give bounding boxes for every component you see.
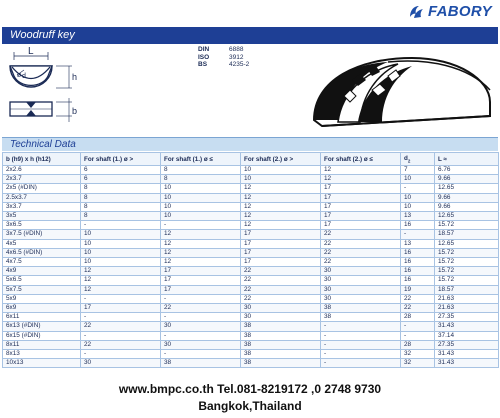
table-cell: 30 <box>81 359 161 368</box>
standard-row <box>198 54 269 62</box>
page-title: Woodruff key <box>2 27 498 44</box>
header-shaft1-max: For shaft (1.) ø ≤ <box>161 153 241 166</box>
table-cell: - <box>321 359 401 368</box>
woodruff-key-illustration <box>308 50 494 128</box>
table-cell: 6x15 (#DIN) <box>3 331 81 340</box>
key-dimension-drawing <box>4 46 84 132</box>
table-row <box>3 248 499 257</box>
table-cell: 12 <box>81 285 161 294</box>
table-row <box>3 230 499 239</box>
table-cell: 32 <box>401 350 435 359</box>
table-cell: 12 <box>81 267 161 276</box>
table-cell: 4x6.5 (#DIN) <box>3 248 81 257</box>
table-row <box>3 212 499 221</box>
table-row <box>3 350 499 359</box>
table-cell: 38 <box>321 313 401 322</box>
table-cell: 10 <box>161 184 241 193</box>
header-d-label: d <box>404 154 408 162</box>
table-cell: 13 <box>401 212 435 221</box>
table-cell: 30 <box>321 267 401 276</box>
table-cell: 4x9 <box>3 267 81 276</box>
table-cell: - <box>401 331 435 340</box>
table-cell: 5x7.5 <box>3 285 81 294</box>
table-cell: 16 <box>401 258 435 267</box>
label-b: b <box>72 106 78 116</box>
table-cell: 10 <box>81 239 161 248</box>
table-row <box>3 202 499 211</box>
table-cell: - <box>161 294 241 303</box>
table-header-row <box>3 153 499 166</box>
table-cell: 8x11 <box>3 340 81 349</box>
table-row <box>3 340 499 349</box>
table-cell: 4x7.5 <box>3 258 81 267</box>
header-shaft1-min: For shaft (1.) ø > <box>81 153 161 166</box>
table-cell: 22 <box>81 340 161 349</box>
table-cell: 31.43 <box>435 359 499 368</box>
table-cell: 22 <box>321 248 401 257</box>
table-cell: 17 <box>241 248 321 257</box>
standards-list <box>198 46 269 69</box>
table-cell: 16 <box>401 267 435 276</box>
table-cell: 22 <box>321 239 401 248</box>
table-cell: - <box>321 350 401 359</box>
table-cell: 28 <box>401 340 435 349</box>
table-cell: 10 <box>161 212 241 221</box>
technical-data-heading: Technical Data <box>2 137 498 151</box>
table-cell: 17 <box>241 230 321 239</box>
table-row <box>3 276 499 285</box>
header-length: L ≈ <box>435 153 499 166</box>
table-cell: 38 <box>321 304 401 313</box>
table-cell: 6 <box>81 166 161 175</box>
table-cell: 4x5 <box>3 239 81 248</box>
label-d: d <box>22 73 26 80</box>
table-cell: 3x3.7 <box>3 202 81 211</box>
table-cell: 38 <box>241 340 321 349</box>
table-cell: - <box>161 313 241 322</box>
table-cell: 31.43 <box>435 322 499 331</box>
table-cell: 12 <box>321 166 401 175</box>
table-cell: 15.72 <box>435 258 499 267</box>
table-cell: 38 <box>241 322 321 331</box>
standard-row <box>198 61 269 69</box>
table-cell: - <box>401 184 435 193</box>
table-cell: 12.65 <box>435 239 499 248</box>
table-row <box>3 221 499 230</box>
table-cell: 17 <box>321 202 401 211</box>
table-cell: - <box>321 331 401 340</box>
standard-name: DIN <box>198 46 210 53</box>
table-cell: 9.66 <box>435 193 499 202</box>
table-cell: 30 <box>241 313 321 322</box>
table-cell: 27.35 <box>435 313 499 322</box>
technical-data-table <box>2 152 499 368</box>
table-cell: 6x9 <box>3 304 81 313</box>
table-cell: 2x3.7 <box>3 175 81 184</box>
table-cell: 10 <box>81 230 161 239</box>
table-cell: 38 <box>241 331 321 340</box>
footer-contact: www.bmpc.co.th Tel.081-8219172 ,0 2748 9730 <box>118 382 382 396</box>
table-cell: 38 <box>241 350 321 359</box>
table-cell: 5x9 <box>3 294 81 303</box>
table-row <box>3 175 499 184</box>
table-cell: 17 <box>161 267 241 276</box>
table-cell: 10 <box>401 202 435 211</box>
table-cell: 8 <box>81 202 161 211</box>
table-cell: 30 <box>241 304 321 313</box>
table-cell: 37.14 <box>435 331 499 340</box>
table-cell: 15.72 <box>435 276 499 285</box>
table-row <box>3 331 499 340</box>
table-cell: 9.66 <box>435 202 499 211</box>
table-cell: 21.63 <box>435 294 499 303</box>
table-cell: 22 <box>401 294 435 303</box>
table-cell: - <box>81 313 161 322</box>
brand-name: FABORY <box>427 2 492 20</box>
table-cell: 12 <box>241 193 321 202</box>
table-cell: 8x13 <box>3 350 81 359</box>
table-row <box>3 313 499 322</box>
standard-name: ISO <box>198 53 210 61</box>
header-d-subscript: 2 <box>407 158 411 164</box>
footer-location: Bangkok,Thailand <box>198 399 302 413</box>
table-cell: 10 <box>401 175 435 184</box>
table-cell: 15.72 <box>435 248 499 257</box>
table-cell: 8 <box>161 175 241 184</box>
table-cell: 12.65 <box>435 184 499 193</box>
table-cell: 10 <box>81 258 161 267</box>
table-cell: 12 <box>161 239 241 248</box>
table-cell: 10 <box>161 202 241 211</box>
table-cell: - <box>401 322 435 331</box>
table-cell: 10 <box>161 193 241 202</box>
table-cell: 17 <box>321 221 401 230</box>
table-cell: 17 <box>321 193 401 202</box>
standard-value: 6888 <box>229 46 244 53</box>
table-cell: 30 <box>321 285 401 294</box>
table-cell: 12 <box>241 212 321 221</box>
table-cell: 3x6.5 <box>3 221 81 230</box>
table-cell: 18.57 <box>435 285 499 294</box>
table-cell: 12 <box>161 258 241 267</box>
header-size: b (h9) x h (h12) <box>3 153 81 166</box>
table-row <box>3 258 499 267</box>
table-cell: 12 <box>241 202 321 211</box>
table-cell: 13 <box>401 239 435 248</box>
table-cell: 10 <box>241 175 321 184</box>
table-cell: 6x13 (#DIN) <box>3 322 81 331</box>
table-cell: 27.35 <box>435 340 499 349</box>
table-cell: - <box>401 230 435 239</box>
table-cell: 22 <box>81 322 161 331</box>
table-cell: 17 <box>321 184 401 193</box>
standard-row <box>198 46 269 54</box>
table-cell: 8 <box>81 184 161 193</box>
table-cell: 10 <box>401 193 435 202</box>
header-shaft2-min: For shaft (2.) ø > <box>241 153 321 166</box>
table-cell: 22 <box>401 304 435 313</box>
table-cell: 22 <box>321 230 401 239</box>
table-cell: - <box>321 340 401 349</box>
table-cell: - <box>161 331 241 340</box>
table-cell: 17 <box>241 258 321 267</box>
table-cell: 17 <box>321 212 401 221</box>
table-cell: 22 <box>241 294 321 303</box>
header-shaft2-max: For shaft (2.) ø ≤ <box>321 153 401 166</box>
table-cell: 22 <box>241 276 321 285</box>
table-cell: 8 <box>81 212 161 221</box>
table-cell: 10 <box>241 166 321 175</box>
table-cell: 16 <box>401 276 435 285</box>
table-cell: 12 <box>161 230 241 239</box>
table-cell: 22 <box>161 304 241 313</box>
table-cell: 12 <box>81 276 161 285</box>
table-cell: 8 <box>161 166 241 175</box>
table-cell: 9.66 <box>435 175 499 184</box>
table-cell: 17 <box>161 276 241 285</box>
table-cell: 19 <box>401 285 435 294</box>
table-cell: 10 <box>81 248 161 257</box>
svg-text:ø: ø <box>17 72 22 79</box>
table-row <box>3 184 499 193</box>
table-cell: - <box>81 350 161 359</box>
brand-logo <box>408 2 492 20</box>
table-row <box>3 193 499 202</box>
table-cell: 22 <box>241 267 321 276</box>
table-cell: 15.72 <box>435 221 499 230</box>
fabory-logo-icon <box>408 4 425 19</box>
table-cell: 38 <box>161 359 241 368</box>
table-row <box>3 359 499 368</box>
label-h: h <box>72 72 78 82</box>
table-row <box>3 294 499 303</box>
standard-name: BS <box>198 61 208 69</box>
table-cell: 30 <box>321 294 401 303</box>
table-cell: 31.43 <box>435 350 499 359</box>
table-cell: - <box>161 350 241 359</box>
table-row <box>3 304 499 313</box>
table-cell: 5x6.5 <box>3 276 81 285</box>
table-cell: 16 <box>401 221 435 230</box>
table-cell: - <box>81 294 161 303</box>
table-cell: 21.63 <box>435 304 499 313</box>
table-cell: 3x7.5 (#DIN) <box>3 230 81 239</box>
table-cell: 12 <box>241 221 321 230</box>
standard-value: 4235-2 <box>229 61 250 69</box>
label-l: L <box>28 46 34 57</box>
table-cell: 10x13 <box>3 359 81 368</box>
table-cell: 12.65 <box>435 212 499 221</box>
table-row <box>3 166 499 175</box>
table-cell: 22 <box>321 258 401 267</box>
table-cell: 2x2.6 <box>3 166 81 175</box>
table-cell: 8 <box>81 193 161 202</box>
table-cell: 22 <box>241 285 321 294</box>
table-cell: 17 <box>81 304 161 313</box>
table-cell: 17 <box>161 285 241 294</box>
standard-value: 3912 <box>229 53 244 61</box>
header-d <box>401 153 435 166</box>
table-row <box>3 239 499 248</box>
table-cell: 15.72 <box>435 267 499 276</box>
table-row <box>3 285 499 294</box>
table-cell: 12 <box>321 175 401 184</box>
table-cell: - <box>81 331 161 340</box>
table-cell: 12 <box>161 248 241 257</box>
table-cell: 12 <box>241 184 321 193</box>
table-cell: 6 <box>81 175 161 184</box>
table-cell: 32 <box>401 359 435 368</box>
table-cell: 2x5 (#DIN) <box>3 184 81 193</box>
table-cell: 17 <box>241 239 321 248</box>
table-cell: - <box>321 322 401 331</box>
table-cell: 6x11 <box>3 313 81 322</box>
table-row <box>3 267 499 276</box>
table-cell: 16 <box>401 248 435 257</box>
table-cell: 6.76 <box>435 166 499 175</box>
table-cell: 18.57 <box>435 230 499 239</box>
table-cell: 30 <box>161 322 241 331</box>
table-cell: 2.5x3.7 <box>3 193 81 202</box>
table-cell: - <box>81 221 161 230</box>
table-cell: 7 <box>401 166 435 175</box>
table-cell: - <box>161 221 241 230</box>
table-cell: 28 <box>401 313 435 322</box>
table-row <box>3 322 499 331</box>
table-cell: 3x5 <box>3 212 81 221</box>
table-cell: 30 <box>321 276 401 285</box>
table-cell: 38 <box>241 359 321 368</box>
table-cell: 30 <box>161 340 241 349</box>
